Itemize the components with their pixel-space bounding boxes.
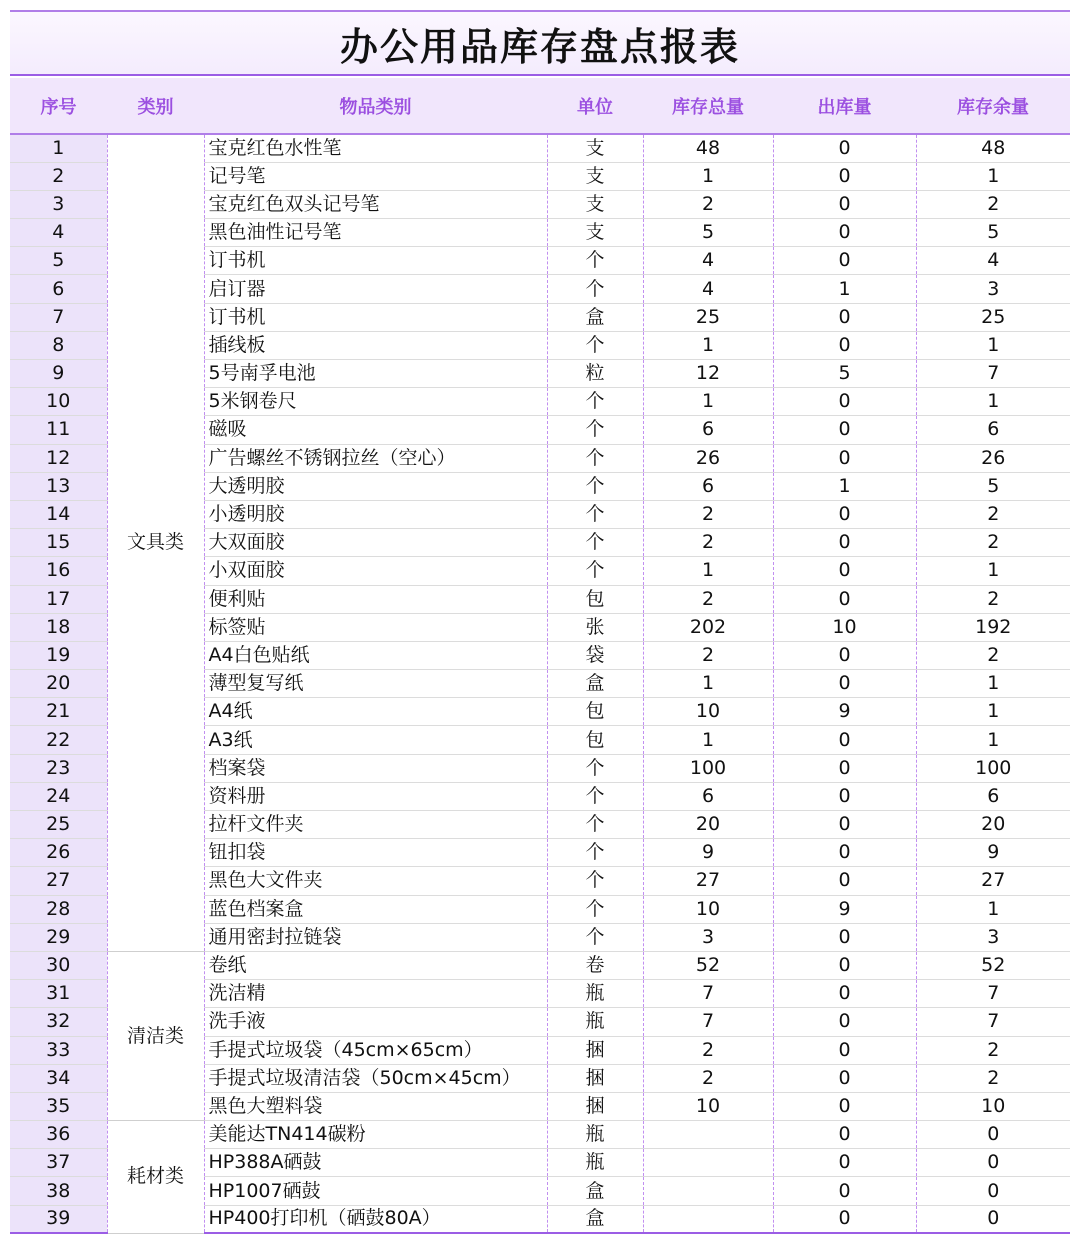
cell-remaining: 9 (916, 839, 1070, 867)
cell-remaining: 20 (916, 811, 1070, 839)
cell-unit: 个 (547, 416, 643, 444)
cell-unit: 支 (547, 162, 643, 190)
cell-out: 0 (773, 500, 916, 528)
cell-total: 20 (643, 811, 773, 839)
cell-index: 20 (10, 670, 107, 698)
cell-unit: 个 (547, 923, 643, 951)
cell-remaining: 1 (916, 162, 1070, 190)
cell-out: 9 (773, 698, 916, 726)
cell-unit: 瓶 (547, 980, 643, 1008)
cell-out: 0 (773, 444, 916, 472)
cell-item-name: 档案袋 (204, 754, 547, 782)
cell-category: 清洁类 (107, 951, 204, 1120)
cell-out: 0 (773, 1036, 916, 1064)
cell-index: 13 (10, 472, 107, 500)
cell-remaining: 26 (916, 444, 1070, 472)
cell-item-name: HP400打印机（硒鼓80A） (204, 1205, 547, 1233)
cell-out: 0 (773, 867, 916, 895)
cell-item-name: 洗手液 (204, 1008, 547, 1036)
cell-item-name: A4纸 (204, 698, 547, 726)
cell-item-name: 小透明胶 (204, 500, 547, 528)
cell-unit: 个 (547, 500, 643, 528)
cell-total: 1 (643, 726, 773, 754)
cell-index: 21 (10, 698, 107, 726)
cell-remaining: 27 (916, 867, 1070, 895)
cell-remaining: 1 (916, 388, 1070, 416)
cell-remaining: 0 (916, 1205, 1070, 1233)
cell-remaining: 1 (916, 670, 1070, 698)
cell-item-name: 记号笔 (204, 162, 547, 190)
cell-item-name: 5号南孚电池 (204, 360, 547, 388)
cell-out: 0 (773, 1121, 916, 1149)
cell-index: 17 (10, 585, 107, 613)
cell-total: 25 (643, 303, 773, 331)
cell-index: 36 (10, 1121, 107, 1149)
cell-item-name: 黑色大文件夹 (204, 867, 547, 895)
cell-unit: 个 (547, 895, 643, 923)
cell-out: 0 (773, 839, 916, 867)
cell-total (643, 1149, 773, 1177)
table-body (10, 134, 1070, 1233)
cell-remaining: 25 (916, 303, 1070, 331)
cell-total: 2 (643, 1064, 773, 1092)
header-index: 序号 (10, 78, 107, 134)
cell-unit: 支 (547, 134, 643, 162)
cell-index: 38 (10, 1177, 107, 1205)
cell-total: 2 (643, 1036, 773, 1064)
cell-unit: 个 (547, 529, 643, 557)
cell-item-name: 便利贴 (204, 585, 547, 613)
cell-index: 8 (10, 331, 107, 359)
cell-index: 28 (10, 895, 107, 923)
cell-item-name: 宝克红色双头记号笔 (204, 190, 547, 218)
cell-out: 0 (773, 585, 916, 613)
cell-unit: 个 (547, 331, 643, 359)
cell-unit: 包 (547, 698, 643, 726)
cell-remaining: 2 (916, 500, 1070, 528)
cell-total: 5 (643, 219, 773, 247)
cell-out: 0 (773, 162, 916, 190)
cell-item-name: A4白色贴纸 (204, 641, 547, 669)
cell-total: 26 (643, 444, 773, 472)
cell-remaining: 3 (916, 923, 1070, 951)
cell-item-name: HP388A硒鼓 (204, 1149, 547, 1177)
cell-index: 2 (10, 162, 107, 190)
cell-item-name: 蓝色档案盒 (204, 895, 547, 923)
cell-remaining: 0 (916, 1177, 1070, 1205)
cell-out: 0 (773, 811, 916, 839)
cell-index: 4 (10, 219, 107, 247)
cell-item-name: 钮扣袋 (204, 839, 547, 867)
cell-item-name: 黑色油性记号笔 (204, 219, 547, 247)
cell-unit: 捆 (547, 1064, 643, 1092)
cell-out: 0 (773, 782, 916, 810)
cell-total: 6 (643, 416, 773, 444)
cell-unit: 粒 (547, 360, 643, 388)
inventory-table (10, 78, 1070, 1234)
cell-total: 2 (643, 641, 773, 669)
cell-total: 202 (643, 613, 773, 641)
inventory-report (10, 10, 1070, 1238)
cell-item-name: 薄型复写纸 (204, 670, 547, 698)
cell-out: 0 (773, 1149, 916, 1177)
cell-item-name: 卷纸 (204, 951, 547, 979)
cell-out: 5 (773, 360, 916, 388)
cell-remaining: 1 (916, 698, 1070, 726)
cell-item-name: 5米钢卷尺 (204, 388, 547, 416)
cell-out: 0 (773, 388, 916, 416)
cell-item-name: 广告螺丝不锈钢拉丝（空心） (204, 444, 547, 472)
cell-total (643, 1177, 773, 1205)
cell-index: 19 (10, 641, 107, 669)
cell-out: 0 (773, 219, 916, 247)
cell-out: 0 (773, 1064, 916, 1092)
cell-unit: 个 (547, 839, 643, 867)
cell-total: 6 (643, 782, 773, 810)
title-bar (10, 10, 1070, 76)
cell-out: 0 (773, 670, 916, 698)
cell-total (643, 1205, 773, 1233)
cell-remaining: 10 (916, 1092, 1070, 1120)
cell-total: 10 (643, 1092, 773, 1120)
cell-unit: 捆 (547, 1092, 643, 1120)
cell-index: 33 (10, 1036, 107, 1064)
cell-out: 0 (773, 641, 916, 669)
cell-total: 2 (643, 500, 773, 528)
cell-index: 12 (10, 444, 107, 472)
cell-out: 0 (773, 1205, 916, 1233)
cell-total: 1 (643, 670, 773, 698)
cell-unit: 个 (547, 782, 643, 810)
cell-total: 10 (643, 698, 773, 726)
table-row (10, 951, 1070, 979)
cell-unit: 个 (547, 247, 643, 275)
cell-index: 10 (10, 388, 107, 416)
cell-unit: 支 (547, 190, 643, 218)
cell-unit: 个 (547, 472, 643, 500)
cell-index: 7 (10, 303, 107, 331)
cell-total: 7 (643, 1008, 773, 1036)
cell-total: 4 (643, 247, 773, 275)
cell-out: 0 (773, 529, 916, 557)
cell-total: 9 (643, 839, 773, 867)
cell-total: 2 (643, 529, 773, 557)
header-unit: 单位 (547, 78, 643, 134)
cell-index: 15 (10, 529, 107, 557)
cell-remaining: 0 (916, 1149, 1070, 1177)
cell-index: 3 (10, 190, 107, 218)
cell-item-name: 资料册 (204, 782, 547, 810)
cell-remaining: 100 (916, 754, 1070, 782)
cell-item-name: 插线板 (204, 331, 547, 359)
cell-total: 10 (643, 895, 773, 923)
cell-total: 48 (643, 134, 773, 162)
table-row (10, 1121, 1070, 1149)
cell-item-name: 订书机 (204, 247, 547, 275)
cell-index: 14 (10, 500, 107, 528)
cell-out: 10 (773, 613, 916, 641)
cell-total: 1 (643, 557, 773, 585)
cell-index: 27 (10, 867, 107, 895)
cell-out: 0 (773, 416, 916, 444)
cell-unit: 瓶 (547, 1008, 643, 1036)
table-row (10, 134, 1070, 162)
cell-remaining: 1 (916, 557, 1070, 585)
cell-index: 37 (10, 1149, 107, 1177)
cell-item-name: 小双面胶 (204, 557, 547, 585)
cell-out: 0 (773, 331, 916, 359)
cell-remaining: 2 (916, 529, 1070, 557)
cell-item-name: 大双面胶 (204, 529, 547, 557)
cell-remaining: 5 (916, 219, 1070, 247)
cell-total: 3 (643, 923, 773, 951)
cell-out: 0 (773, 303, 916, 331)
cell-unit: 个 (547, 557, 643, 585)
cell-item-name: 宝克红色水性笔 (204, 134, 547, 162)
cell-item-name: A3纸 (204, 726, 547, 754)
cell-index: 39 (10, 1205, 107, 1233)
cell-unit: 张 (547, 613, 643, 641)
cell-out: 0 (773, 951, 916, 979)
cell-total: 7 (643, 980, 773, 1008)
table-header (10, 78, 1070, 134)
cell-out: 0 (773, 754, 916, 782)
cell-out: 0 (773, 1008, 916, 1036)
cell-unit: 包 (547, 585, 643, 613)
header-total: 库存总量 (643, 78, 773, 134)
cell-out: 0 (773, 923, 916, 951)
cell-item-name: 手提式垃圾清洁袋（50cm×45cm） (204, 1064, 547, 1092)
cell-remaining: 48 (916, 134, 1070, 162)
cell-unit: 个 (547, 754, 643, 782)
cell-item-name: 洗洁精 (204, 980, 547, 1008)
cell-out: 9 (773, 895, 916, 923)
cell-total (643, 1121, 773, 1149)
cell-item-name: 启订器 (204, 275, 547, 303)
cell-item-name: 手提式垃圾袋（45cm×65cm） (204, 1036, 547, 1064)
cell-remaining: 2 (916, 190, 1070, 218)
cell-remaining: 2 (916, 1036, 1070, 1064)
cell-remaining: 192 (916, 613, 1070, 641)
cell-out: 0 (773, 557, 916, 585)
cell-unit: 瓶 (547, 1149, 643, 1177)
cell-remaining: 2 (916, 1064, 1070, 1092)
cell-remaining: 2 (916, 641, 1070, 669)
cell-total: 12 (643, 360, 773, 388)
cell-remaining: 2 (916, 585, 1070, 613)
cell-index: 9 (10, 360, 107, 388)
cell-out: 0 (773, 980, 916, 1008)
cell-unit: 盒 (547, 1177, 643, 1205)
cell-index: 6 (10, 275, 107, 303)
cell-out: 0 (773, 1092, 916, 1120)
cell-remaining: 4 (916, 247, 1070, 275)
cell-item-name: 标签贴 (204, 613, 547, 641)
cell-unit: 个 (547, 444, 643, 472)
cell-out: 1 (773, 472, 916, 500)
cell-index: 18 (10, 613, 107, 641)
cell-total: 2 (643, 585, 773, 613)
cell-out: 0 (773, 134, 916, 162)
cell-unit: 支 (547, 219, 643, 247)
cell-index: 32 (10, 1008, 107, 1036)
cell-out: 0 (773, 1177, 916, 1205)
cell-unit: 盒 (547, 303, 643, 331)
cell-remaining: 6 (916, 416, 1070, 444)
cell-index: 1 (10, 134, 107, 162)
cell-remaining: 7 (916, 360, 1070, 388)
cell-item-name: 订书机 (204, 303, 547, 331)
cell-out: 1 (773, 275, 916, 303)
cell-unit: 袋 (547, 641, 643, 669)
cell-item-name: 拉杆文件夹 (204, 811, 547, 839)
header-item: 物品类别 (204, 78, 547, 134)
cell-index: 30 (10, 951, 107, 979)
cell-category: 文具类 (107, 134, 204, 951)
cell-index: 34 (10, 1064, 107, 1092)
header-category: 类别 (107, 78, 204, 134)
page-title: 办公用品库存盘点报表 (339, 24, 740, 69)
cell-unit: 个 (547, 388, 643, 416)
cell-index: 11 (10, 416, 107, 444)
cell-total: 1 (643, 162, 773, 190)
cell-item-name: 黑色大塑料袋 (204, 1092, 547, 1120)
cell-total: 6 (643, 472, 773, 500)
cell-item-name: 磁吸 (204, 416, 547, 444)
cell-total: 52 (643, 951, 773, 979)
cell-index: 24 (10, 782, 107, 810)
cell-out: 0 (773, 726, 916, 754)
cell-out: 0 (773, 190, 916, 218)
cell-remaining: 1 (916, 726, 1070, 754)
header-out: 出库量 (773, 78, 916, 134)
cell-remaining: 7 (916, 1008, 1070, 1036)
cell-unit: 瓶 (547, 1121, 643, 1149)
cell-remaining: 6 (916, 782, 1070, 810)
cell-index: 26 (10, 839, 107, 867)
cell-unit: 盒 (547, 1205, 643, 1233)
header-remaining: 库存余量 (916, 78, 1070, 134)
cell-remaining: 0 (916, 1121, 1070, 1149)
cell-item-name: HP1007硒鼓 (204, 1177, 547, 1205)
cell-total: 2 (643, 190, 773, 218)
cell-index: 35 (10, 1092, 107, 1120)
cell-remaining: 1 (916, 895, 1070, 923)
cell-index: 31 (10, 980, 107, 1008)
cell-index: 22 (10, 726, 107, 754)
cell-total: 4 (643, 275, 773, 303)
cell-total: 27 (643, 867, 773, 895)
cell-unit: 包 (547, 726, 643, 754)
cell-unit: 捆 (547, 1036, 643, 1064)
cell-remaining: 1 (916, 331, 1070, 359)
cell-index: 16 (10, 557, 107, 585)
cell-total: 100 (643, 754, 773, 782)
cell-category: 耗材类 (107, 1121, 204, 1234)
cell-index: 29 (10, 923, 107, 951)
cell-unit: 卷 (547, 951, 643, 979)
cell-unit: 盒 (547, 670, 643, 698)
cell-out: 0 (773, 247, 916, 275)
cell-item-name: 大透明胶 (204, 472, 547, 500)
cell-remaining: 7 (916, 980, 1070, 1008)
cell-remaining: 52 (916, 951, 1070, 979)
cell-index: 5 (10, 247, 107, 275)
cell-index: 23 (10, 754, 107, 782)
cell-unit: 个 (547, 867, 643, 895)
cell-remaining: 5 (916, 472, 1070, 500)
cell-index: 25 (10, 811, 107, 839)
cell-item-name: 通用密封拉链袋 (204, 923, 547, 951)
cell-item-name: 美能达TN414碳粉 (204, 1121, 547, 1149)
cell-total: 1 (643, 331, 773, 359)
cell-remaining: 3 (916, 275, 1070, 303)
cell-total: 1 (643, 388, 773, 416)
cell-unit: 个 (547, 811, 643, 839)
cell-unit: 个 (547, 275, 643, 303)
